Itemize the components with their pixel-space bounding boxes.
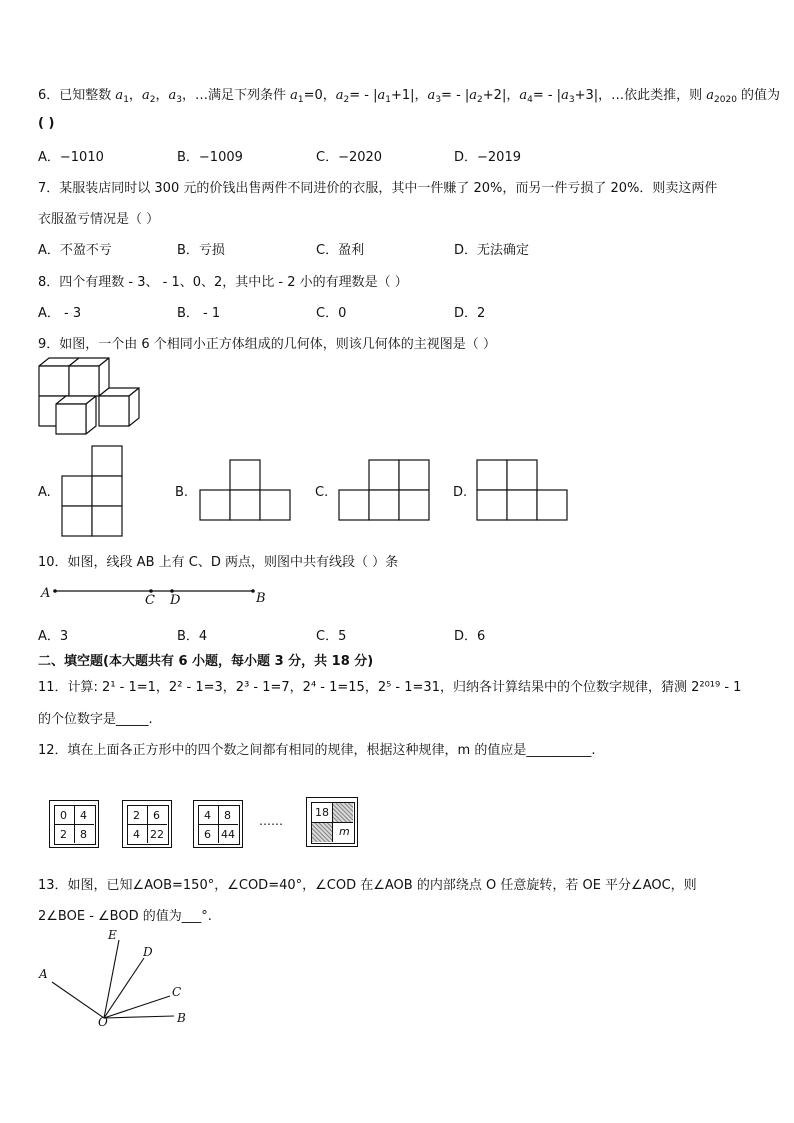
q12-grid-3-tl: 4 [204,809,211,822]
q9-option-a[interactable]: A. [38,485,51,500]
q12-grid-2-tr: 6 [153,809,160,822]
q12-grid-3-br: 44 [221,828,235,841]
q10-label-c: C [145,593,155,608]
q10-label-a: A [41,586,51,601]
q13-line1: 13．如图，已知∠AOB=150°，∠COD=40°，∠COD 在∠AOB 的内部绕点 O 任意旋转，若 OE 平分∠AOC，则 [38,878,697,893]
q13-label-o: O [98,1015,108,1029]
q12-line: 12．填在上面各正方形中的四个数之间都有相同的规律，根据这种规律，m 的值应是__________. [38,743,596,758]
q12-ellipsis: …… [259,814,283,828]
q6-option-b[interactable]: B．−1009 [177,150,243,165]
q10-segment-figure [40,584,270,608]
q11-line2: 的个位数字是_____. [38,712,153,727]
q7-option-a[interactable]: A．不盈不亏 [38,243,112,258]
q12-grid-last [306,797,358,847]
q9-view-a[interactable] [61,445,123,537]
section-title: 二、填空题(本大题共有 6 小题，每小题 3 分，共 18 分) [38,654,374,669]
q12-grid-1-br: 8 [80,828,87,841]
q9-line: 9．如图，一个由 6 个相同小正方体组成的几何体，则该几何体的主视图是（ ） [38,337,496,352]
q6-line1 [38,84,780,105]
q13-label-d: D [143,945,153,959]
q12-grid-2-bl: 4 [133,828,140,841]
q13-angle-figure [36,926,196,1036]
q10-line: 10．如图，线段 AB 上有 C、D 两点，则图中共有线段（ ）条 [38,555,399,570]
q10-label-d: D [170,593,181,608]
q8-option-a[interactable]: A． - 3 [38,306,82,321]
q6-option-a[interactable]: A．−1010 [38,150,104,165]
q13-label-a: A [39,967,48,981]
q12-grid-last-tl: 18 [315,806,329,819]
q10-option-d[interactable]: D．6 [454,629,486,644]
q12-grid-1 [49,800,99,848]
q6-number: 6． [38,88,60,103]
q12-grid-1-bl: 2 [60,828,67,841]
q10-option-c[interactable]: C．5 [316,629,347,644]
q7-line2: 衣服盈亏情况是（ ） [38,212,160,227]
q12-grid-1-tl: 0 [60,809,67,822]
q12-grid-3-bl: 6 [204,828,211,841]
q8-line: 8．四个有理数 - 3、 - 1、0、2，其中比 - 2 小的有理数是（ ） [38,275,408,290]
q7-option-b[interactable]: B．亏损 [177,243,225,258]
q10-label-b: B [256,591,266,606]
q9-option-b[interactable]: B. [175,485,189,500]
q13-label-b: B [177,1011,186,1025]
q11-line1: 11．计算: 2¹ - 1=1，2² - 1=3，2³ - 1=7，2⁴ - 1=15，2⁵ - 1=31，归纳各计算结果中的个位数字规律，猜测 2²⁰¹⁹ - 1 [38,680,742,695]
q12-grid-2 [122,800,172,848]
q9-cube-figure [36,356,156,446]
q12-grid-1-tr: 4 [80,809,87,822]
q6-paren: ( ) [38,116,55,131]
q12-grid-2-br: 22 [150,828,164,841]
q9-view-b[interactable] [199,459,291,521]
q10-option-b[interactable]: B．4 [177,629,208,644]
q9-option-d[interactable]: D. [453,485,468,500]
q7-line1: 7．某服装店同时以 300 元的价钱出售两件不同进价的衣服，其中一件赚了 20%，而另一件亏损了 20%．则卖这两件 [38,181,718,196]
q8-option-b[interactable]: B． - 1 [177,306,221,321]
q6-text: 已知整数 $a_1$，$a_2$，$a_3$，…满足下列条件 $a_1=0$，$a_2= - |a_1+1|$，$a_3= - |a_2+2|$，$a_4= - |a_3+3|$，…依此类推，则 $a_{2020}$ 的值为 [59,88,781,105]
q13-line2: 2∠BOE - ∠BOD 的值为___°. [38,909,212,924]
q9-option-c[interactable]: C. [315,485,329,500]
q6-option-d[interactable]: D．−2019 [454,150,521,165]
q12-grid-2-tl: 2 [133,809,140,822]
q8-option-c[interactable]: C．0 [316,306,347,321]
q6-option-c[interactable]: C．−2020 [316,150,383,165]
q13-label-e: E [108,928,117,942]
q7-option-c[interactable]: C．盈利 [316,243,365,258]
q12-grid-last-br: m [339,825,350,838]
q9-view-d[interactable] [476,459,568,521]
q13-label-c: C [172,985,182,999]
q8-option-d[interactable]: D．2 [454,306,486,321]
q7-option-d[interactable]: D．无法确定 [454,243,530,258]
q9-view-c[interactable] [338,459,430,521]
q12-grid-3 [193,800,243,848]
q12-grid-3-tr: 8 [224,809,231,822]
q10-option-a[interactable]: A．3 [38,629,69,644]
